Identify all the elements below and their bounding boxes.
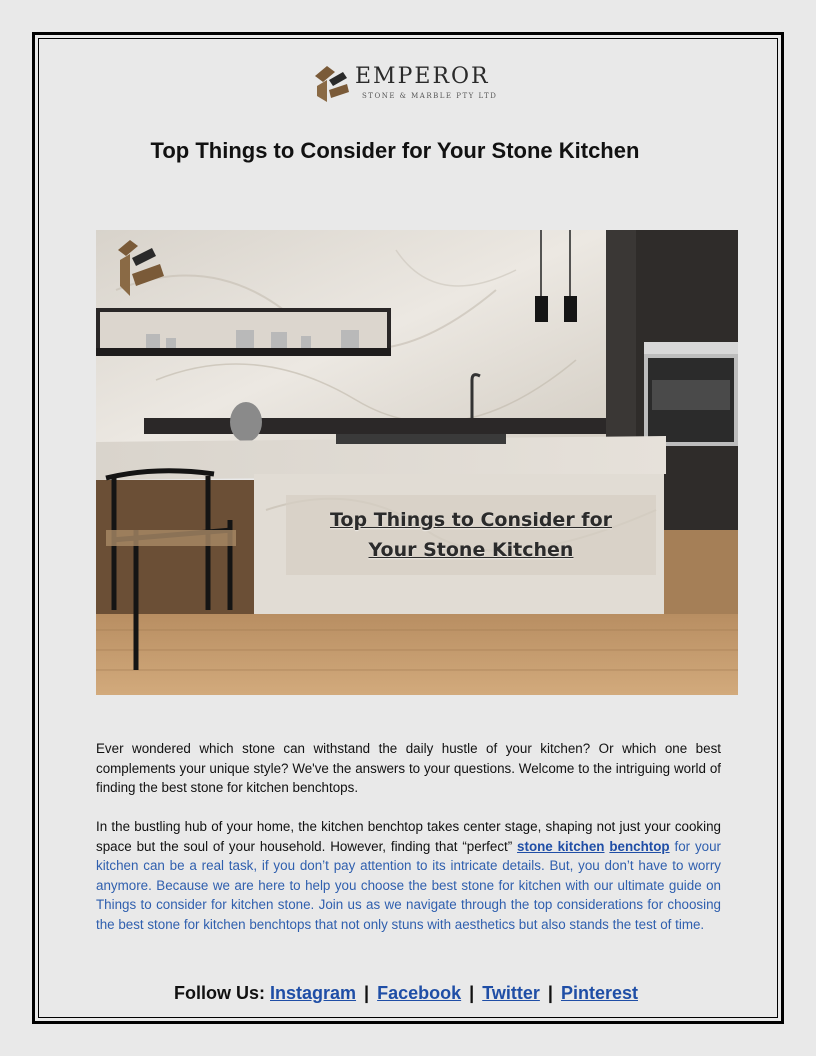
pinterest-link[interactable]: Pinterest bbox=[560, 983, 638, 1003]
instagram-link[interactable]: Instagram bbox=[270, 983, 357, 1003]
follow-us-bar bbox=[0, 983, 812, 1004]
hero-image bbox=[96, 230, 738, 695]
hero-caption bbox=[286, 495, 656, 575]
hero-caption-line1: Top Things to Consider for bbox=[329, 509, 612, 531]
brand-name: EMPEROR bbox=[355, 64, 490, 89]
separator: | bbox=[547, 983, 553, 1003]
kitchen-illustration bbox=[96, 230, 738, 695]
page-title: Top Things to Consider for Your Stone Kitchen bbox=[150, 138, 640, 163]
brand-logo bbox=[313, 60, 503, 106]
body-paragraph bbox=[96, 817, 721, 934]
body-paragraph-rest: for your kitchen can be a real task, if you don’t pay attention to its intricate details. But, you don’t have to worry anymore. Because we are here to help you choose the best stone for kitchen with our ultimate guide on Things to consider for kitchen stone. Join us as we navigate through the top considerations for choosing the best stone for kitchen benchtops that not only stuns with aesthetics but also stands the test of time. bbox=[96, 838, 721, 932]
separator: | bbox=[469, 983, 475, 1003]
emperor-logo-mark-icon bbox=[313, 62, 353, 104]
separator: | bbox=[364, 983, 370, 1003]
facebook-link[interactable]: Facebook bbox=[377, 983, 462, 1003]
follow-us-label: Follow Us: bbox=[173, 983, 265, 1003]
benchtop-link[interactable]: benchtop bbox=[609, 838, 670, 854]
twitter-link[interactable]: Twitter bbox=[482, 983, 540, 1003]
stone-kitchen-link[interactable]: stone kitchen bbox=[517, 838, 605, 854]
hero-caption-line2: Your Stone Kitchen bbox=[368, 539, 574, 561]
intro-paragraph: Ever wondered which stone can withstand the daily hustle of your kitchen? Or which one best complements your unique style? We've the answers to your questions. Welcome to the intriguing world of finding the best stone for kitchen benchtops. bbox=[96, 741, 721, 795]
body-paragraph-lead: In the bustling hub of your home, the kitchen benchtop takes center stage, shaping not just your cooking space but the soul of your household. However, finding that “perfect” bbox=[96, 819, 721, 854]
brand-tagline: STONE & MARBLE PTY LTD bbox=[362, 92, 498, 100]
